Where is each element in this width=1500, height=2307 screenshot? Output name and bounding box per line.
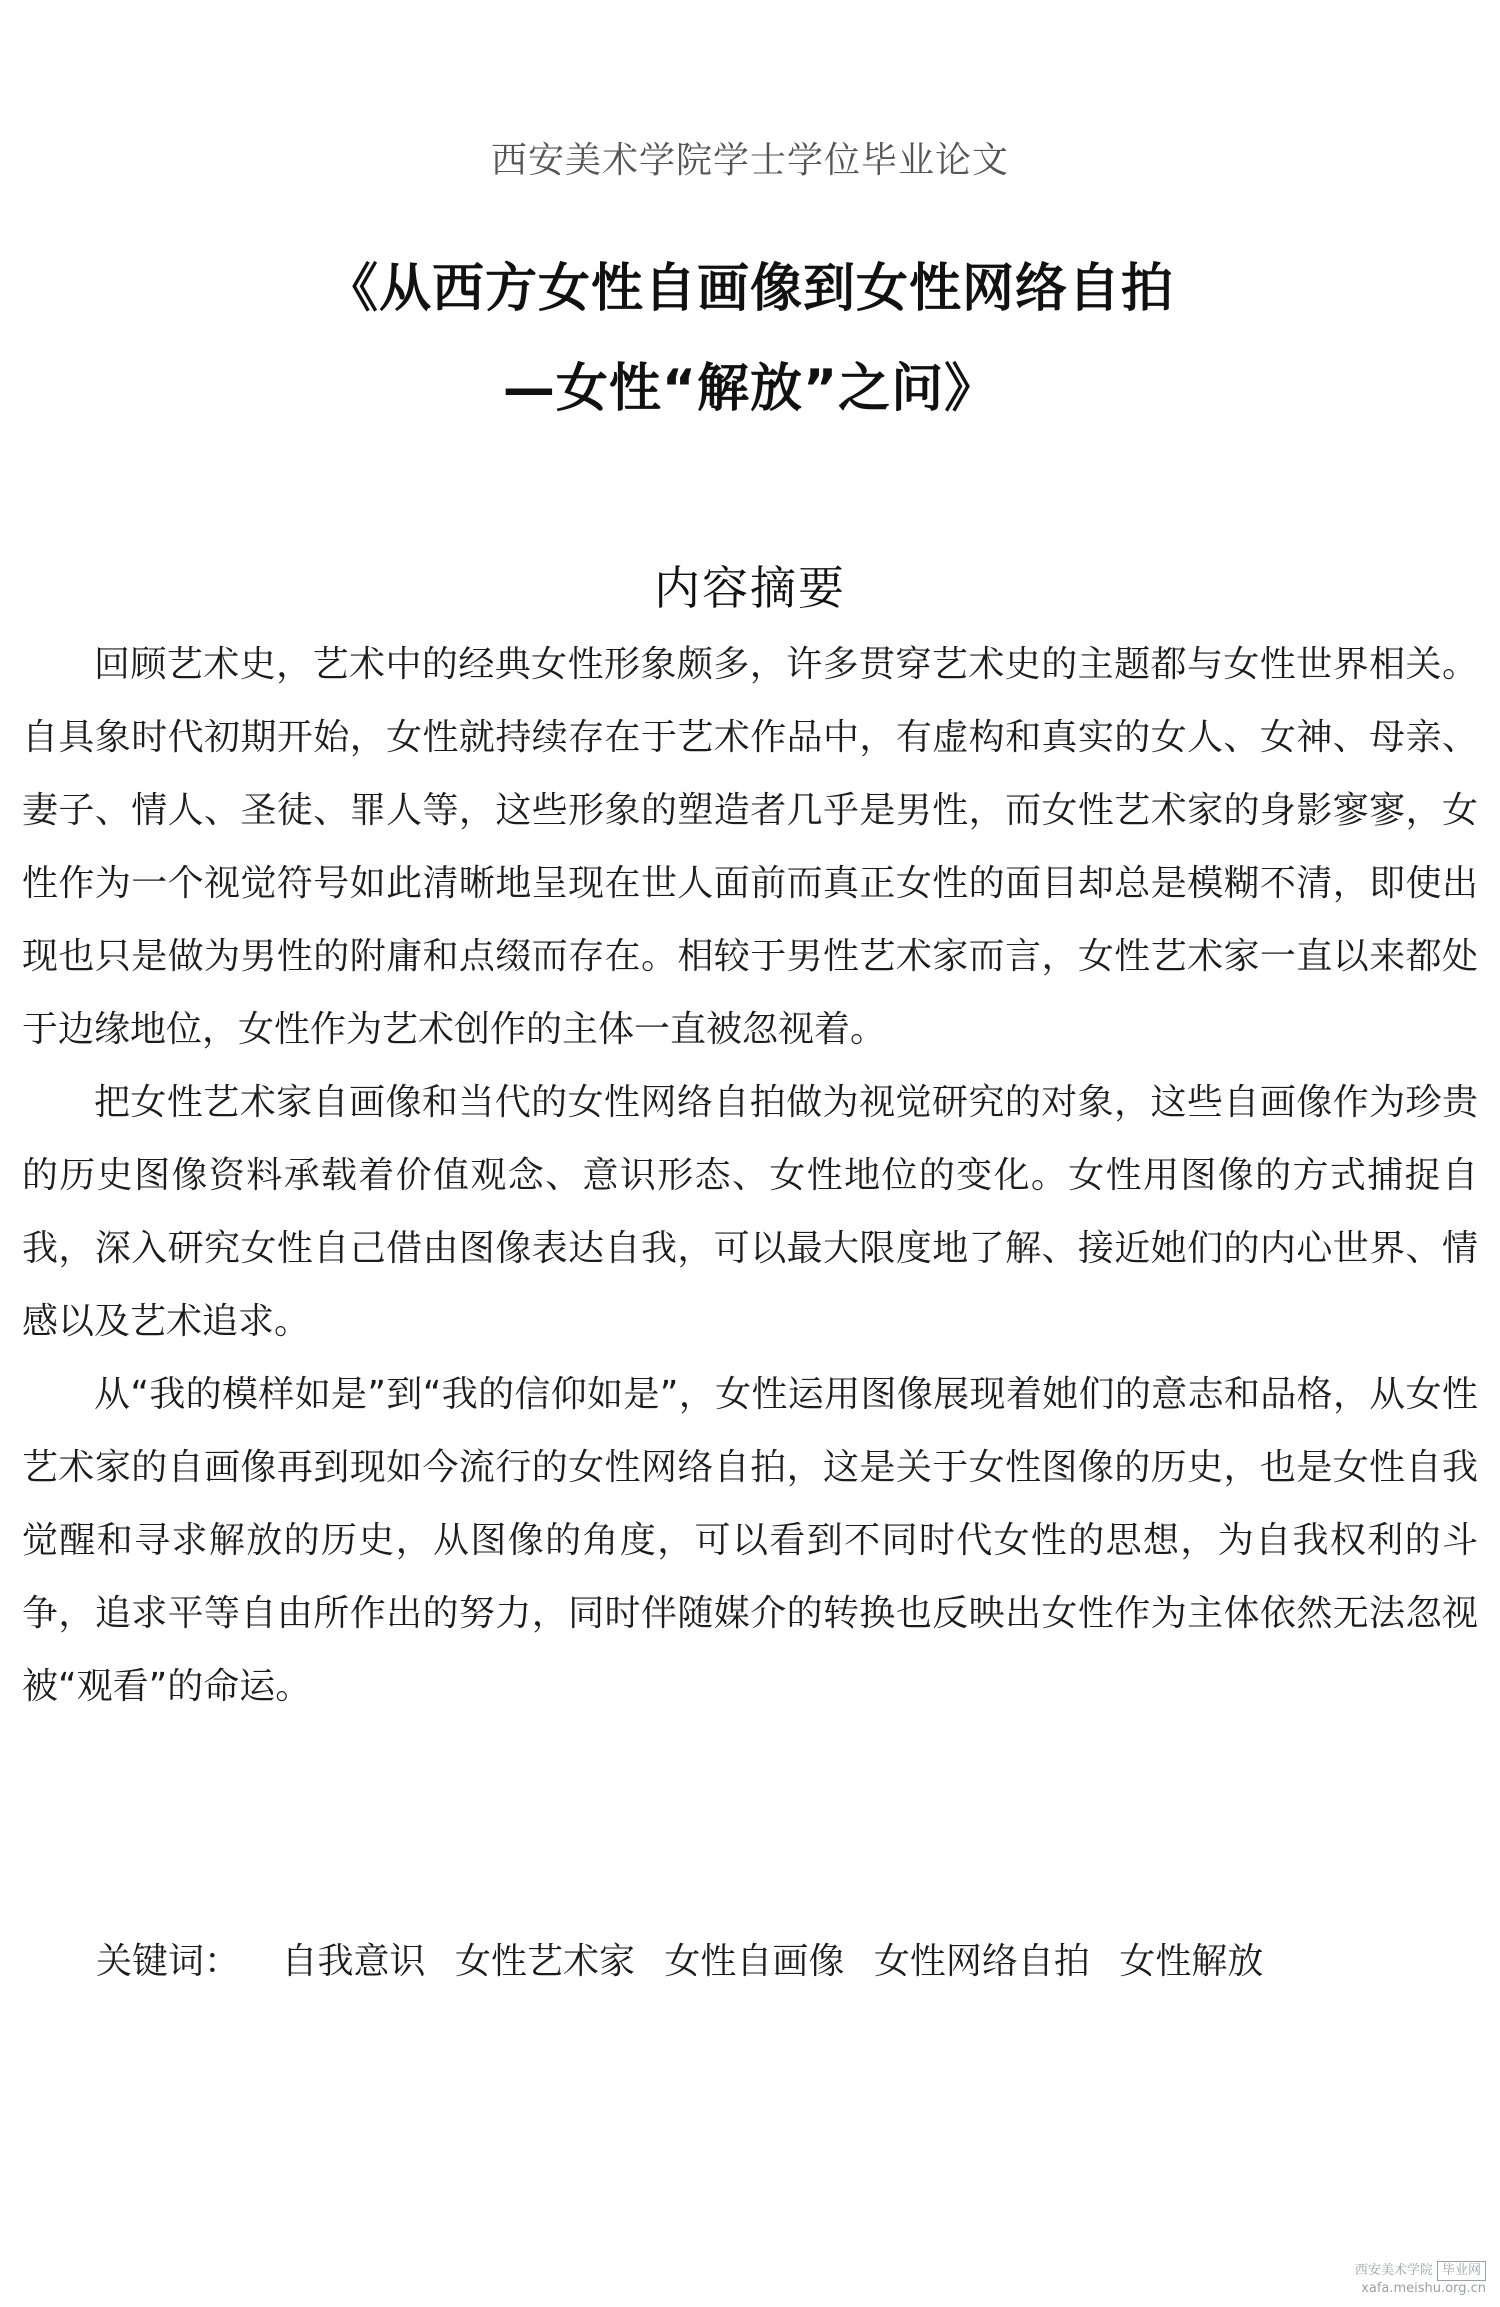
keywords-line bbox=[96, 1936, 1476, 1988]
thesis-title-line-2: —女性“解放”之问》 bbox=[502, 359, 998, 419]
institution-header: 西安美术学院学士学位毕业论文 bbox=[490, 140, 1009, 181]
watermark-badge: 毕业网 bbox=[1437, 2261, 1486, 2281]
keywords-label: 关键词： bbox=[96, 1941, 241, 1982]
thesis-title-line-1: 《从西方女性自画像到女性网络自拍 bbox=[325, 259, 1174, 319]
abstract-paragraph: 回顾艺术史，艺术中的经典女性形象颇多，许多贯穿艺术史的主题都与女性世界相关。自具象时代初期开始，女性就持续存在于艺术作品中，有虚构和真实的女人、女神、母亲、妻子、情人、圣徒、罪人等，这些形象的塑造者几乎是男性，而女性艺术家的身影寥寥，女性作为一个视觉符号如此清晰地呈现在世人面前而真正女性的面目却总是模糊不清，即使出现也只是做为男性的附庸和点缀而存在。相较于男性艺术家而言，女性艺术家一直以来都处于边缘地位，女性作为艺术创作的主体一直被忽视着。 bbox=[22, 644, 1478, 1050]
abstract-paragraph: 把女性艺术家自画像和当代的女性网络自拍做为视觉研究的对象，这些自画像作为珍贵的历史图像资料承载着价值观念、意识形态、女性地位的变化。女性用图像的方式捕捉自我，深入研究女性自己借由图像表达自我，可以最大限度地了解、接近她们的内心世界、情感以及艺术追求。 bbox=[22, 1082, 1478, 1342]
abstract-heading: 内容摘要 bbox=[654, 561, 846, 615]
keyword: 自我意识 bbox=[281, 1941, 426, 1982]
abstract-paragraph: 从“我的模样如是”到“我的信仰如是”，女性运用图像展现着她们的意志和品格，从女性艺术家的自画像再到现如今流行的女性网络自拍，这是关于女性图像的历史，也是女性自我觉醒和寻求解放的历史，从图像的角度，可以看到不同时代女性的思想，为自我权利的斗争，追求平等自由所作出的努力，同时伴随媒介的转换也反映出女性作为主体依然无法忽视被“观看”的命运。 bbox=[22, 1374, 1478, 1707]
watermark-url: xafa.meishu.org.cn bbox=[1361, 2281, 1486, 2296]
watermark-logo: 西安美术学院 bbox=[1354, 2263, 1433, 2278]
site-watermark bbox=[1286, 2261, 1486, 2297]
keyword: 女性艺术家 bbox=[454, 1941, 635, 1982]
keyword: 女性网络自拍 bbox=[873, 1941, 1090, 1982]
keyword: 女性自画像 bbox=[664, 1941, 845, 1982]
keyword: 女性解放 bbox=[1119, 1941, 1264, 1982]
abstract-body bbox=[22, 628, 1478, 1723]
